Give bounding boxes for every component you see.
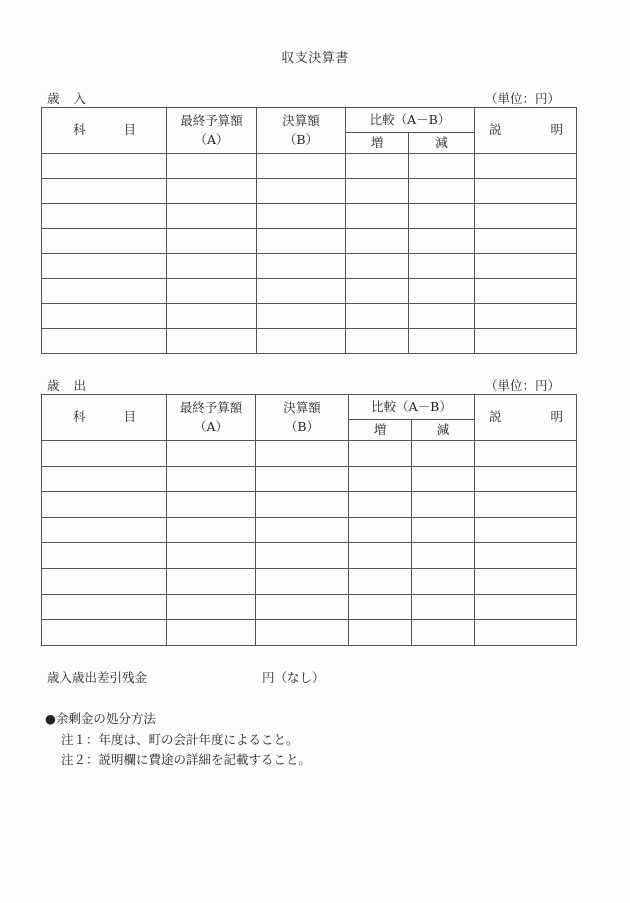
decrease-cell[interactable] [409, 279, 475, 304]
subject-cell[interactable] [42, 543, 167, 569]
subject-cell[interactable] [42, 279, 167, 304]
increase-cell[interactable] [349, 543, 412, 569]
decrease-cell[interactable] [412, 492, 475, 518]
header-increase: 増 [346, 133, 409, 154]
settled-cell[interactable] [256, 594, 349, 620]
increase-cell[interactable] [346, 279, 409, 304]
decrease-cell[interactable] [412, 543, 475, 569]
decrease-cell[interactable] [409, 304, 475, 329]
expenditure-table [41, 394, 577, 646]
subject-cell[interactable] [42, 492, 167, 518]
decrease-cell[interactable] [409, 204, 475, 229]
table-row [42, 154, 577, 179]
subject-cell[interactable] [42, 304, 167, 329]
settled-cell[interactable] [257, 204, 346, 229]
settled-cell[interactable] [257, 329, 346, 354]
budget-cell[interactable] [167, 466, 256, 492]
settled-cell[interactable] [257, 279, 346, 304]
budget-cell[interactable] [167, 204, 257, 229]
subject-cell[interactable] [42, 568, 167, 594]
expenditure-label-b: 出 [73, 378, 87, 393]
subject-cell[interactable] [42, 594, 167, 620]
revenue-unit-label: （単位：円） [484, 91, 560, 106]
subject-cell[interactable] [42, 179, 167, 204]
increase-cell[interactable] [349, 466, 412, 492]
decrease-cell[interactable] [409, 154, 475, 179]
increase-cell[interactable] [346, 179, 409, 204]
budget-cell[interactable] [167, 279, 257, 304]
increase-cell[interactable] [349, 441, 412, 467]
decrease-cell[interactable] [409, 229, 475, 254]
subject-cell[interactable] [42, 229, 167, 254]
explanation-cell[interactable] [475, 543, 577, 569]
table-row [42, 204, 577, 229]
settled-cell[interactable] [256, 441, 349, 467]
table-row [42, 517, 577, 543]
budget-cell[interactable] [167, 329, 257, 354]
header-comparison: 比較（A－B） [346, 108, 475, 133]
budget-cell[interactable] [167, 441, 256, 467]
settled-cell[interactable] [257, 154, 346, 179]
balance-value: 円（なし） [262, 670, 325, 685]
header-increase: 増 [349, 420, 412, 441]
header-final-budget: 最終予算額 （A） [167, 395, 256, 441]
settled-cell[interactable] [257, 179, 346, 204]
settled-cell[interactable] [257, 229, 346, 254]
explanation-cell[interactable] [475, 179, 577, 204]
increase-cell[interactable] [346, 204, 409, 229]
note-2: 注２：説明欄に費途の詳細を記載すること。 [61, 752, 312, 767]
note-1: 注１：年度は、町の会計年度によること。 [61, 732, 299, 747]
increase-cell[interactable] [346, 304, 409, 329]
subject-cell[interactable] [42, 466, 167, 492]
settled-cell[interactable] [256, 517, 349, 543]
table-row [42, 279, 577, 304]
surplus-disposal-heading: ●余剰金の処分方法 [45, 711, 156, 726]
decrease-cell[interactable] [409, 179, 475, 204]
explanation-cell[interactable] [475, 254, 577, 279]
budget-cell[interactable] [167, 594, 256, 620]
document-title: 収支決算書 [281, 51, 349, 66]
explanation-cell[interactable] [475, 279, 577, 304]
budget-cell[interactable] [167, 154, 257, 179]
subject-cell[interactable] [42, 517, 167, 543]
expenditure-label-a: 歳 [47, 378, 60, 393]
header-subject: 科 目 [42, 395, 167, 441]
table-row [42, 441, 577, 467]
explanation-cell[interactable] [475, 304, 577, 329]
increase-cell[interactable] [346, 254, 409, 279]
increase-cell[interactable] [346, 154, 409, 179]
decrease-cell[interactable] [412, 568, 475, 594]
header-explanation: 説 明 [475, 395, 577, 441]
table-row [42, 543, 577, 569]
table-row [42, 594, 577, 620]
header-explanation: 説 明 [475, 108, 577, 154]
budget-cell[interactable] [167, 304, 257, 329]
settled-cell[interactable] [256, 620, 349, 646]
explanation-cell[interactable] [475, 229, 577, 254]
budget-cell[interactable] [167, 543, 256, 569]
subject-cell[interactable] [42, 441, 167, 467]
subject-cell[interactable] [42, 154, 167, 179]
explanation-cell[interactable] [475, 620, 577, 646]
budget-cell[interactable] [167, 620, 256, 646]
settled-cell[interactable] [256, 492, 349, 518]
increase-cell[interactable] [349, 620, 412, 646]
explanation-cell[interactable] [475, 568, 577, 594]
header-decrease: 減 [412, 420, 475, 441]
explanation-cell[interactable] [475, 441, 577, 467]
expenditure-section-label [47, 376, 86, 394]
budget-cell[interactable] [167, 568, 256, 594]
table-row [42, 466, 577, 492]
explanation-cell[interactable] [475, 329, 577, 354]
explanation-cell[interactable] [475, 204, 577, 229]
explanation-cell[interactable] [475, 594, 577, 620]
subject-cell[interactable] [42, 620, 167, 646]
table-row [42, 254, 577, 279]
budget-cell[interactable] [167, 517, 256, 543]
header-subject: 科 目 [42, 108, 167, 154]
table-row [42, 492, 577, 518]
revenue-label-a: 歳 [47, 91, 60, 106]
subject-cell[interactable] [42, 254, 167, 279]
explanation-cell[interactable] [475, 517, 577, 543]
decrease-cell[interactable] [412, 594, 475, 620]
subject-cell[interactable] [42, 329, 167, 354]
decrease-cell[interactable] [412, 620, 475, 646]
revenue-table [41, 107, 577, 354]
increase-cell[interactable] [349, 517, 412, 543]
balance-label: 歳入歳出差引残金 [47, 670, 148, 685]
table-row [42, 329, 577, 354]
explanation-cell[interactable] [475, 466, 577, 492]
budget-cell[interactable] [167, 492, 256, 518]
expenditure-unit-label: （単位：円） [484, 378, 560, 393]
settled-cell[interactable] [256, 466, 349, 492]
table-row [42, 304, 577, 329]
decrease-cell[interactable] [409, 329, 475, 354]
header-final-budget: 最終予算額 （A） [167, 108, 257, 154]
header-settled-amount: 決算額 （B） [257, 108, 346, 154]
increase-cell[interactable] [349, 568, 412, 594]
budget-cell[interactable] [167, 179, 257, 204]
header-decrease: 減 [409, 133, 475, 154]
increase-cell[interactable] [346, 229, 409, 254]
header-settled-amount: 決算額 （B） [256, 395, 349, 441]
increase-cell[interactable] [349, 594, 412, 620]
decrease-cell[interactable] [409, 254, 475, 279]
increase-cell[interactable] [346, 329, 409, 354]
decrease-cell[interactable] [412, 517, 475, 543]
increase-cell[interactable] [349, 492, 412, 518]
table-row [42, 620, 577, 646]
settled-cell[interactable] [256, 568, 349, 594]
subject-cell[interactable] [42, 204, 167, 229]
explanation-cell[interactable] [475, 154, 577, 179]
revenue-label-b: 入 [73, 91, 87, 106]
header-comparison: 比較（A－B） [349, 395, 475, 420]
explanation-cell[interactable] [475, 492, 577, 518]
decrease-cell[interactable] [412, 441, 475, 467]
table-row [42, 229, 577, 254]
table-row [42, 568, 577, 594]
settled-cell[interactable] [257, 304, 346, 329]
budget-cell[interactable] [167, 229, 257, 254]
decrease-cell[interactable] [412, 466, 475, 492]
budget-cell[interactable] [167, 254, 257, 279]
table-row [42, 179, 577, 204]
settled-cell[interactable] [257, 254, 346, 279]
revenue-section-label [47, 89, 86, 107]
settled-cell[interactable] [256, 543, 349, 569]
